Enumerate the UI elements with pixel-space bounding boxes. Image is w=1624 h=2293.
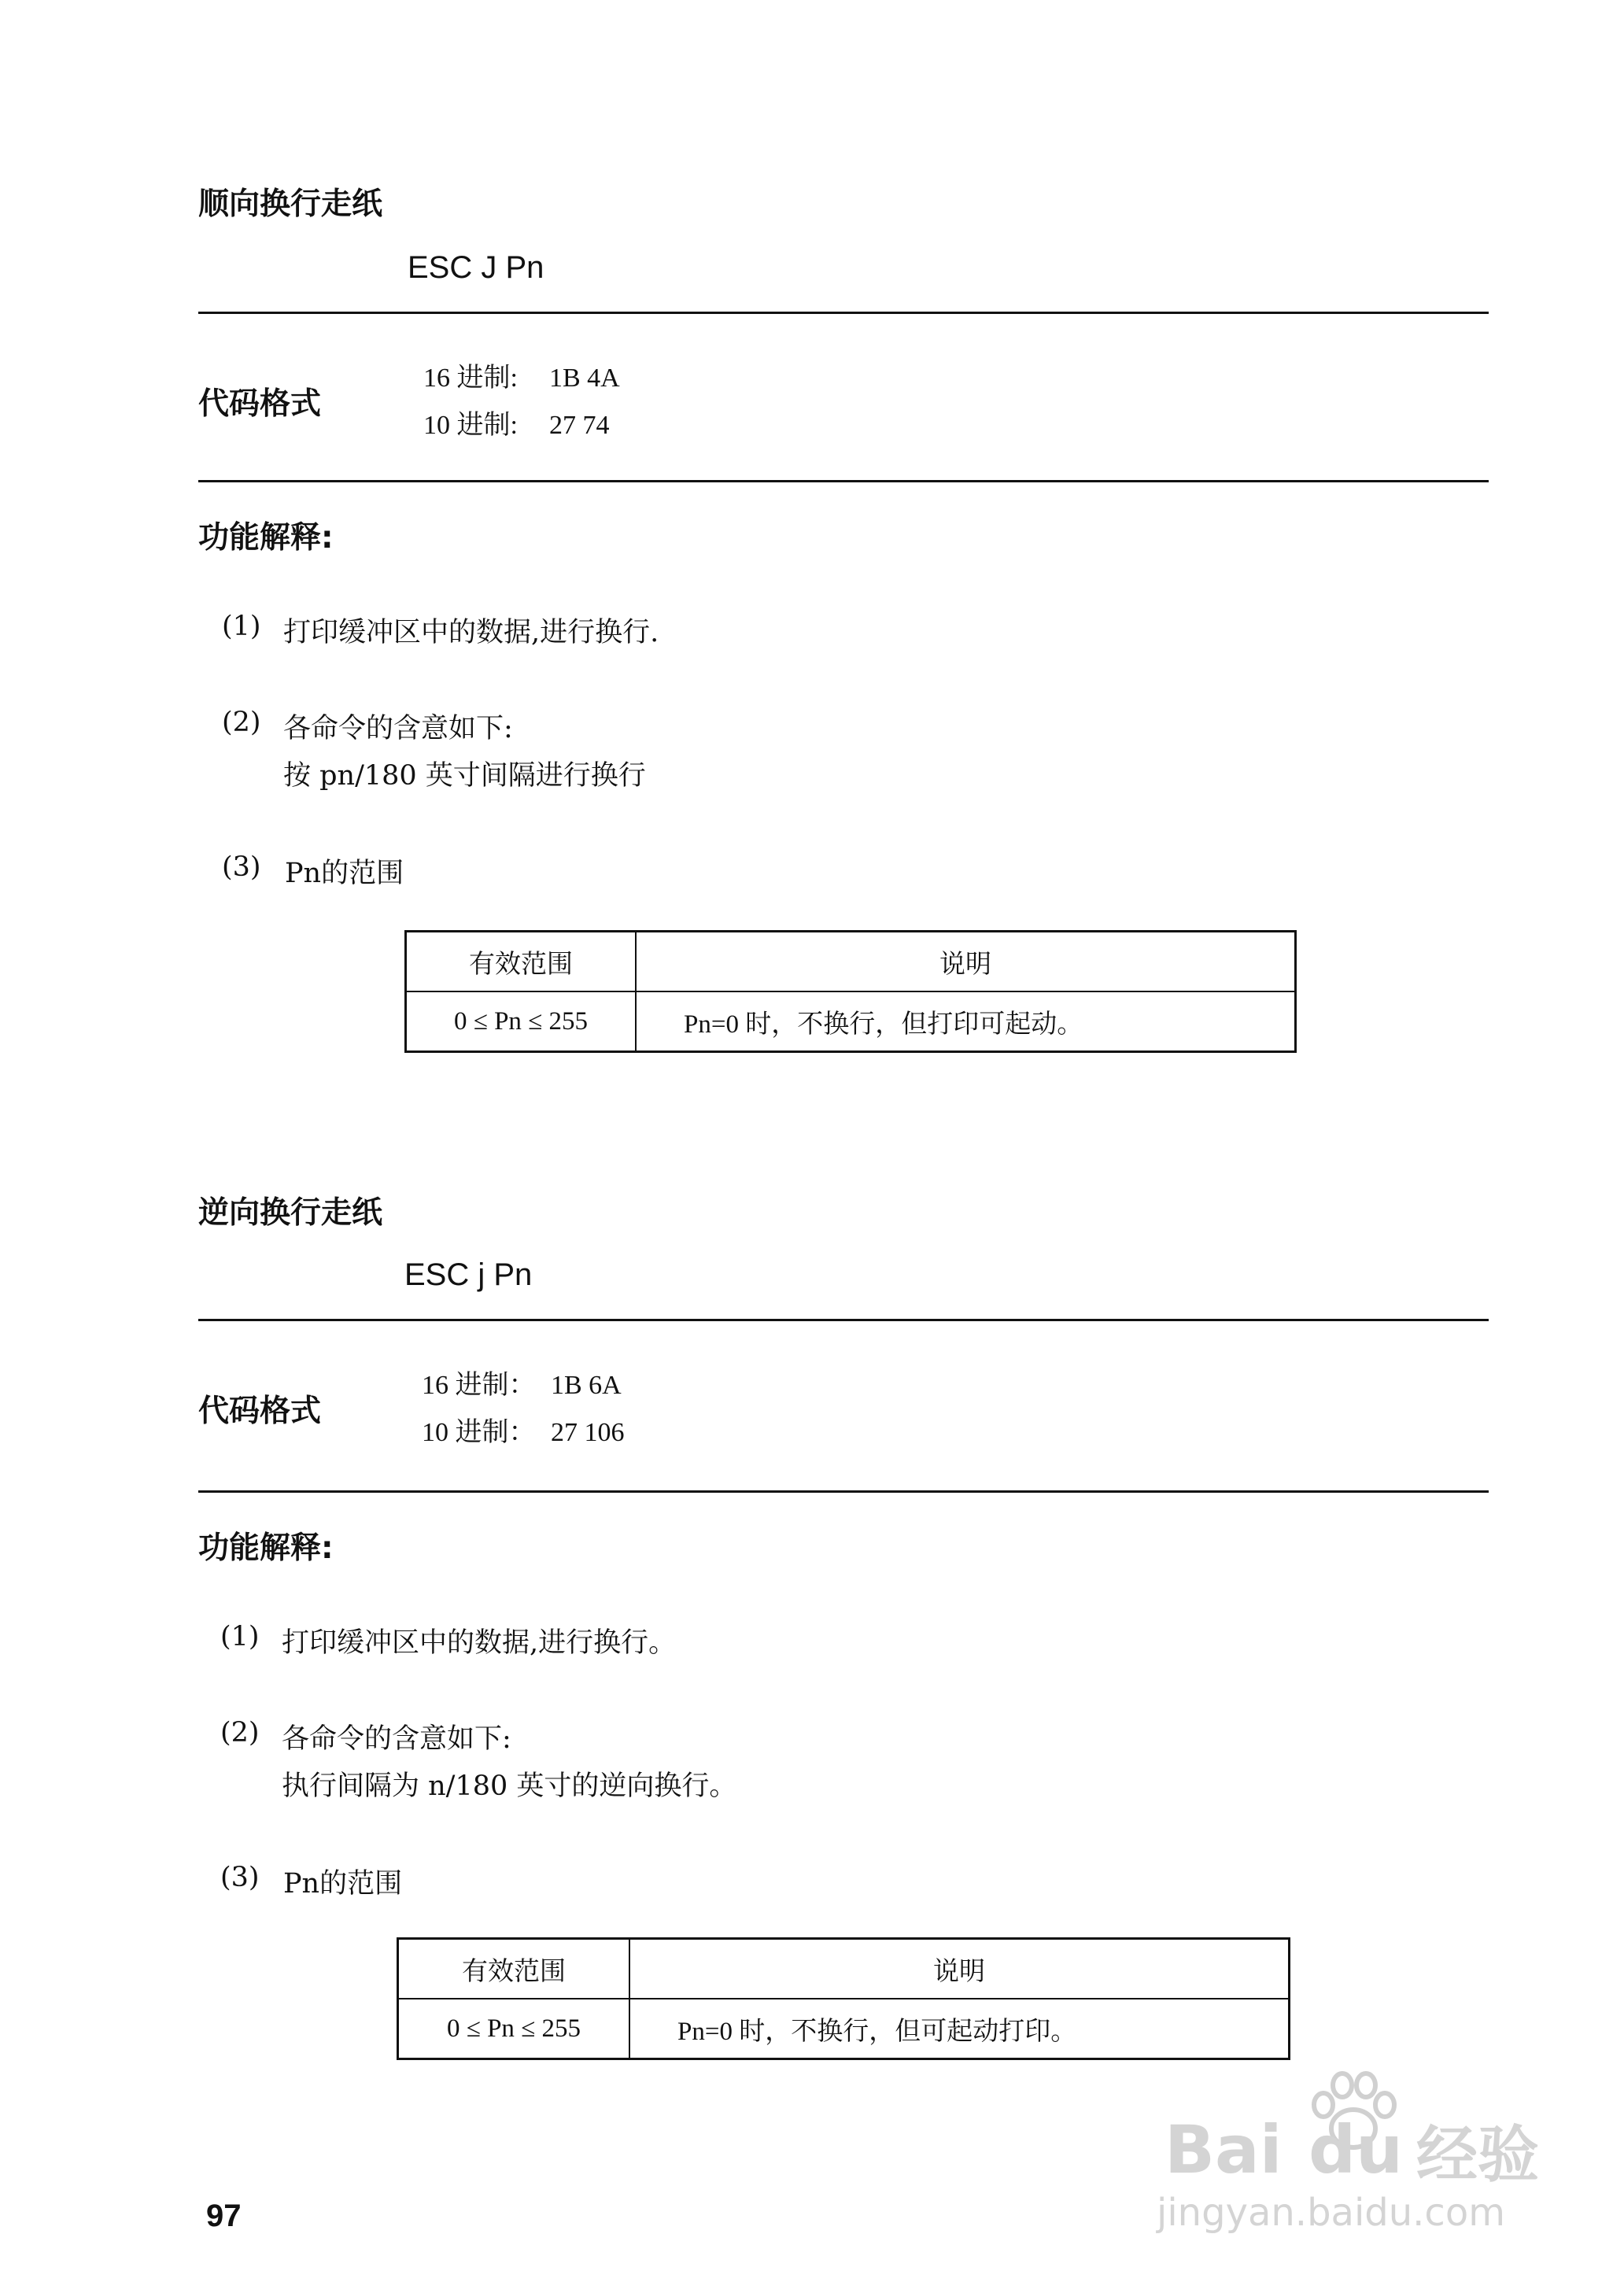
list-item: 各命令的含意如下: bbox=[282, 1723, 511, 1755]
table-header: 说明 bbox=[636, 932, 1296, 992]
list-item: 各命令的含意如下: bbox=[283, 713, 513, 744]
list-item-number: (3) bbox=[220, 1862, 260, 1893]
list-item: Pn的范围 bbox=[283, 1868, 403, 1900]
watermark-cn: 经验 bbox=[1416, 2120, 1540, 2191]
hex-label: 16 进制: bbox=[423, 364, 518, 393]
command-syntax: ESC J Pn bbox=[408, 250, 544, 285]
function-label: 功能解释: bbox=[198, 520, 334, 556]
divider bbox=[198, 312, 1489, 314]
section-title: 顺向换行走纸 bbox=[198, 186, 383, 222]
dec-code-line bbox=[422, 1410, 625, 1449]
list-item: 打印缓冲区中的数据,进行换行. bbox=[283, 617, 659, 648]
list-item-sub: 执行间隔为 n/180 英寸的逆向换行。 bbox=[282, 1771, 737, 1802]
table-cell: 0 ≤ Pn ≤ 255 bbox=[406, 991, 637, 1052]
list-item: Pn的范围 bbox=[285, 858, 404, 889]
hex-label: 16 进制： bbox=[422, 1371, 536, 1400]
section-title: 逆向换行走纸 bbox=[198, 1195, 383, 1231]
list-item: 打印缓冲区中的数据,进行换行。 bbox=[282, 1627, 677, 1659]
table-header: 有效范围 bbox=[398, 1939, 630, 1999]
divider bbox=[198, 480, 1489, 482]
dec-label: 10 进制: bbox=[423, 411, 518, 440]
hex-code-line bbox=[422, 1363, 622, 1401]
range-table bbox=[404, 930, 1297, 1053]
divider bbox=[198, 1319, 1489, 1321]
table-cell: Pn=0 时，不换行，但打印可起动。 bbox=[636, 991, 1296, 1052]
list-item-number: (2) bbox=[220, 1717, 260, 1748]
dec-code-line bbox=[423, 403, 610, 441]
page-number: 97 bbox=[206, 2199, 242, 2233]
range-table bbox=[397, 1937, 1290, 2060]
table-header: 有效范围 bbox=[406, 932, 637, 992]
table-cell: 0 ≤ Pn ≤ 255 bbox=[398, 1999, 630, 2059]
table-header-row bbox=[406, 932, 1296, 992]
list-item-sub: 按 pn/180 英寸间隔进行换行 bbox=[283, 760, 646, 792]
command-syntax: ESC j Pn bbox=[404, 1257, 533, 1292]
table-row bbox=[406, 991, 1296, 1052]
table-header-row bbox=[398, 1939, 1290, 1999]
watermark-brand: Bai du bbox=[1164, 2111, 1403, 2188]
list-item-number: (2) bbox=[222, 707, 261, 738]
hex-value: 1B 6A bbox=[551, 1371, 622, 1400]
function-label: 功能解释: bbox=[198, 1531, 334, 1566]
divider bbox=[198, 1490, 1489, 1493]
table-row bbox=[398, 1999, 1290, 2059]
table-cell: Pn=0 时，不换行，但可起动打印。 bbox=[629, 1999, 1290, 2059]
list-item-number: (1) bbox=[222, 611, 261, 642]
dec-value: 27 74 bbox=[549, 411, 610, 440]
dec-value: 27 106 bbox=[551, 1418, 625, 1447]
table-header: 说明 bbox=[629, 1939, 1290, 1999]
hex-code-line bbox=[423, 356, 620, 394]
dec-label: 10 进制： bbox=[422, 1418, 536, 1447]
code-format-label: 代码格式 bbox=[198, 386, 322, 422]
list-item-number: (3) bbox=[222, 851, 261, 883]
hex-value: 1B 4A bbox=[549, 364, 620, 393]
watermark-url: jingyan.baidu.com bbox=[1157, 2191, 1505, 2235]
list-item-number: (1) bbox=[220, 1621, 260, 1652]
code-format-label: 代码格式 bbox=[198, 1394, 322, 1429]
